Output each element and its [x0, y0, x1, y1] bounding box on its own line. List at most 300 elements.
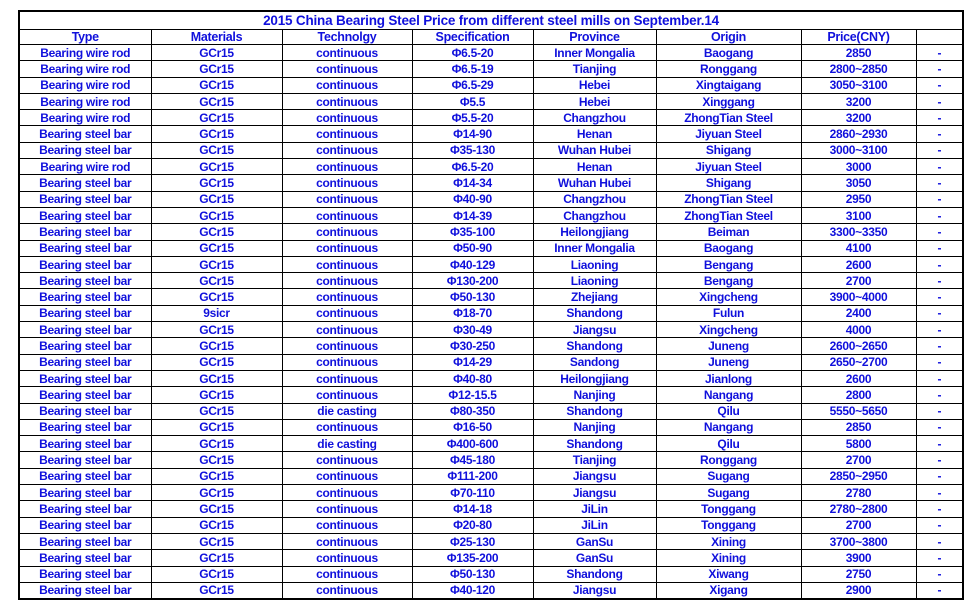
cell: 3200 [801, 93, 916, 109]
column-header-origin: Origin [656, 30, 801, 45]
cell: Φ40-129 [412, 256, 533, 272]
cell: - [916, 110, 963, 126]
cell: Bearing steel bar [19, 517, 151, 533]
cell: - [916, 240, 963, 256]
cell: Φ20-80 [412, 517, 533, 533]
cell: Baogang [656, 240, 801, 256]
cell: Shigang [656, 175, 801, 191]
cell: GCr15 [151, 403, 282, 419]
cell: continuous [282, 419, 412, 435]
cell: - [916, 452, 963, 468]
cell: GCr15 [151, 582, 282, 599]
cell: Tonggang [656, 501, 801, 517]
cell: GCr15 [151, 45, 282, 61]
cell: continuous [282, 93, 412, 109]
cell: Bearing steel bar [19, 224, 151, 240]
cell: Nangang [656, 387, 801, 403]
table-title: 2015 China Bearing Steel Price from different steel mills on September.14 [19, 11, 963, 30]
table-body [19, 45, 963, 600]
cell: continuous [282, 387, 412, 403]
cell: Bearing steel bar [19, 501, 151, 517]
table-row [19, 354, 963, 370]
cell: 3200 [801, 110, 916, 126]
cell: Xigang [656, 582, 801, 599]
cell: GCr15 [151, 191, 282, 207]
table-row [19, 452, 963, 468]
table-row [19, 517, 963, 533]
cell: Φ30-250 [412, 338, 533, 354]
table-row [19, 142, 963, 158]
cell: continuous [282, 126, 412, 142]
cell: 2850~2950 [801, 468, 916, 484]
cell: - [916, 501, 963, 517]
table-row [19, 322, 963, 338]
cell: - [916, 419, 963, 435]
cell: die casting [282, 436, 412, 452]
table-row [19, 566, 963, 582]
cell: 2600 [801, 370, 916, 386]
table-row [19, 468, 963, 484]
cell: continuous [282, 61, 412, 77]
cell: Bearing wire rod [19, 159, 151, 175]
cell: 3300~3350 [801, 224, 916, 240]
cell: Bearing wire rod [19, 61, 151, 77]
cell: continuous [282, 191, 412, 207]
cell: Nanjing [533, 387, 656, 403]
cell: Φ6.5-19 [412, 61, 533, 77]
cell: continuous [282, 273, 412, 289]
cell: Fulun [656, 305, 801, 321]
cell: continuous [282, 370, 412, 386]
cell: Wuhan Hubei [533, 175, 656, 191]
cell: Φ130-200 [412, 273, 533, 289]
cell: Bearing steel bar [19, 468, 151, 484]
cell: Φ40-90 [412, 191, 533, 207]
cell: - [916, 305, 963, 321]
cell: Bearing steel bar [19, 126, 151, 142]
table-row [19, 93, 963, 109]
cell: Φ35-130 [412, 142, 533, 158]
cell: Shandong [533, 436, 656, 452]
cell: 2600~2650 [801, 338, 916, 354]
cell: Bearing steel bar [19, 485, 151, 501]
cell: 2700 [801, 517, 916, 533]
cell: Bearing steel bar [19, 582, 151, 599]
cell: continuous [282, 240, 412, 256]
cell: GCr15 [151, 175, 282, 191]
cell: Xining [656, 550, 801, 566]
cell: Qilu [656, 403, 801, 419]
column-header-specification: Specification [412, 30, 533, 45]
cell: - [916, 370, 963, 386]
cell: continuous [282, 485, 412, 501]
cell: Φ16-50 [412, 419, 533, 435]
table-row [19, 501, 963, 517]
table-row [19, 110, 963, 126]
cell: die casting [282, 403, 412, 419]
cell: Bearing steel bar [19, 354, 151, 370]
cell: continuous [282, 45, 412, 61]
cell: Shandong [533, 338, 656, 354]
cell: GCr15 [151, 550, 282, 566]
column-header-price-cny-: Price(CNY) [801, 30, 916, 45]
cell: continuous [282, 533, 412, 549]
cell: 5550~5650 [801, 403, 916, 419]
cell: Tianjing [533, 61, 656, 77]
table-row [19, 45, 963, 61]
cell: Shandong [533, 403, 656, 419]
cell: Bengang [656, 273, 801, 289]
cell: 3900~4000 [801, 289, 916, 305]
cell: - [916, 582, 963, 599]
cell: Changzhou [533, 191, 656, 207]
cell: Sugang [656, 468, 801, 484]
cell: Bearing steel bar [19, 566, 151, 582]
cell: Bearing steel bar [19, 322, 151, 338]
cell: continuous [282, 501, 412, 517]
cell: - [916, 485, 963, 501]
cell: 9sicr [151, 305, 282, 321]
cell: 2850 [801, 419, 916, 435]
cell: 3000~3100 [801, 142, 916, 158]
cell: 2950 [801, 191, 916, 207]
cell: 2750 [801, 566, 916, 582]
cell: 2780 [801, 485, 916, 501]
cell: 2860~2930 [801, 126, 916, 142]
cell: Φ14-18 [412, 501, 533, 517]
cell: - [916, 175, 963, 191]
cell: continuous [282, 142, 412, 158]
cell: Bearing wire rod [19, 93, 151, 109]
cell: GCr15 [151, 159, 282, 175]
cell: Bearing steel bar [19, 370, 151, 386]
cell: Jiangsu [533, 582, 656, 599]
cell: GCr15 [151, 419, 282, 435]
cell: 2850 [801, 45, 916, 61]
cell: Xingtaigang [656, 77, 801, 93]
cell: Jiyuan Steel [656, 126, 801, 142]
cell: 2650~2700 [801, 354, 916, 370]
cell: 2800 [801, 387, 916, 403]
cell: 3000 [801, 159, 916, 175]
cell: Henan [533, 126, 656, 142]
cell: GanSu [533, 533, 656, 549]
cell: Φ14-90 [412, 126, 533, 142]
cell: GCr15 [151, 289, 282, 305]
cell: Inner Mongalia [533, 45, 656, 61]
cell: Ronggang [656, 452, 801, 468]
cell: - [916, 436, 963, 452]
cell: Bearing steel bar [19, 550, 151, 566]
cell: Xining [656, 533, 801, 549]
cell: Beiman [656, 224, 801, 240]
cell: Baogang [656, 45, 801, 61]
table-row [19, 224, 963, 240]
cell: Φ30-49 [412, 322, 533, 338]
cell: Φ14-34 [412, 175, 533, 191]
cell: GCr15 [151, 533, 282, 549]
cell: - [916, 191, 963, 207]
cell: Xiwang [656, 566, 801, 582]
cell: Shandong [533, 305, 656, 321]
cell: GCr15 [151, 224, 282, 240]
cell: Φ6.5-20 [412, 159, 533, 175]
cell: Heilongjiang [533, 224, 656, 240]
cell: Φ111-200 [412, 468, 533, 484]
cell: - [916, 45, 963, 61]
cell: 3100 [801, 207, 916, 223]
cell: 2600 [801, 256, 916, 272]
cell: Juneng [656, 338, 801, 354]
cell: Bearing steel bar [19, 273, 151, 289]
cell: Φ18-70 [412, 305, 533, 321]
title-row [19, 11, 963, 30]
cell: Φ45-180 [412, 452, 533, 468]
cell: Changzhou [533, 207, 656, 223]
table-row [19, 582, 963, 599]
cell: Nangang [656, 419, 801, 435]
cell: continuous [282, 354, 412, 370]
cell: GCr15 [151, 452, 282, 468]
cell: - [916, 533, 963, 549]
cell: - [916, 403, 963, 419]
cell: Jiangsu [533, 322, 656, 338]
cell: - [916, 387, 963, 403]
cell: Φ135-200 [412, 550, 533, 566]
cell: Hebei [533, 77, 656, 93]
cell: 2400 [801, 305, 916, 321]
cell: continuous [282, 77, 412, 93]
cell: Wuhan Hubei [533, 142, 656, 158]
cell: Φ50-90 [412, 240, 533, 256]
cell: continuous [282, 305, 412, 321]
cell: Nanjing [533, 419, 656, 435]
cell: continuous [282, 452, 412, 468]
cell: 3050 [801, 175, 916, 191]
table-row [19, 419, 963, 435]
cell: continuous [282, 468, 412, 484]
table-row [19, 533, 963, 549]
cell: Bearing steel bar [19, 305, 151, 321]
table-row [19, 387, 963, 403]
table-row [19, 159, 963, 175]
cell: continuous [282, 338, 412, 354]
cell: continuous [282, 207, 412, 223]
cell: GCr15 [151, 468, 282, 484]
cell: Bearing steel bar [19, 256, 151, 272]
cell: Bearing wire rod [19, 45, 151, 61]
cell: Φ40-80 [412, 370, 533, 386]
table-row [19, 305, 963, 321]
cell: - [916, 338, 963, 354]
cell: Bearing steel bar [19, 175, 151, 191]
cell: GCr15 [151, 370, 282, 386]
cell: continuous [282, 175, 412, 191]
column-header-province: Province [533, 30, 656, 45]
cell: Shandong [533, 566, 656, 582]
cell: Bearing steel bar [19, 142, 151, 158]
cell: ZhongTian Steel [656, 110, 801, 126]
cell: GCr15 [151, 322, 282, 338]
cell: - [916, 566, 963, 582]
cell: Xingcheng [656, 289, 801, 305]
cell: - [916, 256, 963, 272]
cell: Φ12-15.5 [412, 387, 533, 403]
cell: - [916, 77, 963, 93]
cell: continuous [282, 289, 412, 305]
cell: continuous [282, 256, 412, 272]
table-row [19, 61, 963, 77]
cell: continuous [282, 550, 412, 566]
cell: Xinggang [656, 93, 801, 109]
cell: 2800~2850 [801, 61, 916, 77]
cell: Bearing steel bar [19, 191, 151, 207]
cell: Φ25-130 [412, 533, 533, 549]
column-header-blank [916, 30, 963, 45]
cell: GCr15 [151, 501, 282, 517]
cell: GCr15 [151, 61, 282, 77]
table-row [19, 126, 963, 142]
cell: 2900 [801, 582, 916, 599]
cell: Changzhou [533, 110, 656, 126]
cell: ZhongTian Steel [656, 207, 801, 223]
cell: JiLin [533, 501, 656, 517]
cell: GCr15 [151, 256, 282, 272]
cell: Tianjing [533, 452, 656, 468]
cell: GCr15 [151, 240, 282, 256]
cell: GCr15 [151, 354, 282, 370]
cell: GCr15 [151, 77, 282, 93]
cell: Bearing wire rod [19, 77, 151, 93]
cell: Bearing steel bar [19, 533, 151, 549]
cell: - [916, 61, 963, 77]
cell: Φ6.5-29 [412, 77, 533, 93]
cell: Φ14-39 [412, 207, 533, 223]
cell: GCr15 [151, 126, 282, 142]
cell: Φ6.5-20 [412, 45, 533, 61]
cell: - [916, 273, 963, 289]
cell: 4100 [801, 240, 916, 256]
cell: - [916, 142, 963, 158]
column-header-technolgy: Technolgy [282, 30, 412, 45]
cell: Jiangsu [533, 468, 656, 484]
cell: Bearing steel bar [19, 419, 151, 435]
cell: Jianlong [656, 370, 801, 386]
cell: - [916, 207, 963, 223]
cell: GCr15 [151, 93, 282, 109]
price-table [18, 10, 964, 600]
cell: - [916, 517, 963, 533]
cell: continuous [282, 159, 412, 175]
cell: GCr15 [151, 110, 282, 126]
cell: GCr15 [151, 387, 282, 403]
cell: Φ400-600 [412, 436, 533, 452]
cell: - [916, 468, 963, 484]
table-row [19, 403, 963, 419]
cell: Heilongjiang [533, 370, 656, 386]
cell: Φ50-130 [412, 566, 533, 582]
cell: GCr15 [151, 273, 282, 289]
cell: Inner Mongalia [533, 240, 656, 256]
cell: Bearing steel bar [19, 240, 151, 256]
cell: - [916, 126, 963, 142]
cell: continuous [282, 517, 412, 533]
table-row [19, 289, 963, 305]
cell: Bearing wire rod [19, 110, 151, 126]
cell: JiLin [533, 517, 656, 533]
header-row [19, 30, 963, 45]
cell: 5800 [801, 436, 916, 452]
cell: Hebei [533, 93, 656, 109]
cell: Henan [533, 159, 656, 175]
cell: - [916, 159, 963, 175]
table-row [19, 240, 963, 256]
cell: Bearing steel bar [19, 436, 151, 452]
cell: Jiyuan Steel [656, 159, 801, 175]
cell: GCr15 [151, 142, 282, 158]
table-row [19, 175, 963, 191]
cell: Xingcheng [656, 322, 801, 338]
cell: continuous [282, 224, 412, 240]
table-row [19, 273, 963, 289]
cell: Bearing steel bar [19, 403, 151, 419]
cell: GCr15 [151, 517, 282, 533]
cell: Φ35-100 [412, 224, 533, 240]
cell: - [916, 93, 963, 109]
cell: Juneng [656, 354, 801, 370]
cell: GCr15 [151, 566, 282, 582]
column-header-type: Type [19, 30, 151, 45]
cell: Bengang [656, 256, 801, 272]
cell: - [916, 550, 963, 566]
table-row [19, 485, 963, 501]
table-row [19, 550, 963, 566]
table-row [19, 191, 963, 207]
cell: Φ80-350 [412, 403, 533, 419]
cell: Liaoning [533, 256, 656, 272]
cell: Φ5.5-20 [412, 110, 533, 126]
cell: 2780~2800 [801, 501, 916, 517]
cell: Qilu [656, 436, 801, 452]
table-row [19, 338, 963, 354]
table-row [19, 370, 963, 386]
cell: Φ14-29 [412, 354, 533, 370]
cell: Ronggang [656, 61, 801, 77]
cell: Sandong [533, 354, 656, 370]
cell: Jiangsu [533, 485, 656, 501]
cell: - [916, 322, 963, 338]
column-header-materials: Materials [151, 30, 282, 45]
table-row [19, 77, 963, 93]
cell: Φ5.5 [412, 93, 533, 109]
cell: GCr15 [151, 207, 282, 223]
cell: Tonggang [656, 517, 801, 533]
cell: 2700 [801, 452, 916, 468]
cell: Liaoning [533, 273, 656, 289]
cell: GCr15 [151, 338, 282, 354]
cell: - [916, 224, 963, 240]
cell: Bearing steel bar [19, 452, 151, 468]
cell: 3700~3800 [801, 533, 916, 549]
cell: Bearing steel bar [19, 338, 151, 354]
cell: 3900 [801, 550, 916, 566]
cell: Bearing steel bar [19, 289, 151, 305]
cell: Sugang [656, 485, 801, 501]
cell: - [916, 289, 963, 305]
cell: Bearing steel bar [19, 207, 151, 223]
cell: 2700 [801, 273, 916, 289]
cell: GCr15 [151, 485, 282, 501]
